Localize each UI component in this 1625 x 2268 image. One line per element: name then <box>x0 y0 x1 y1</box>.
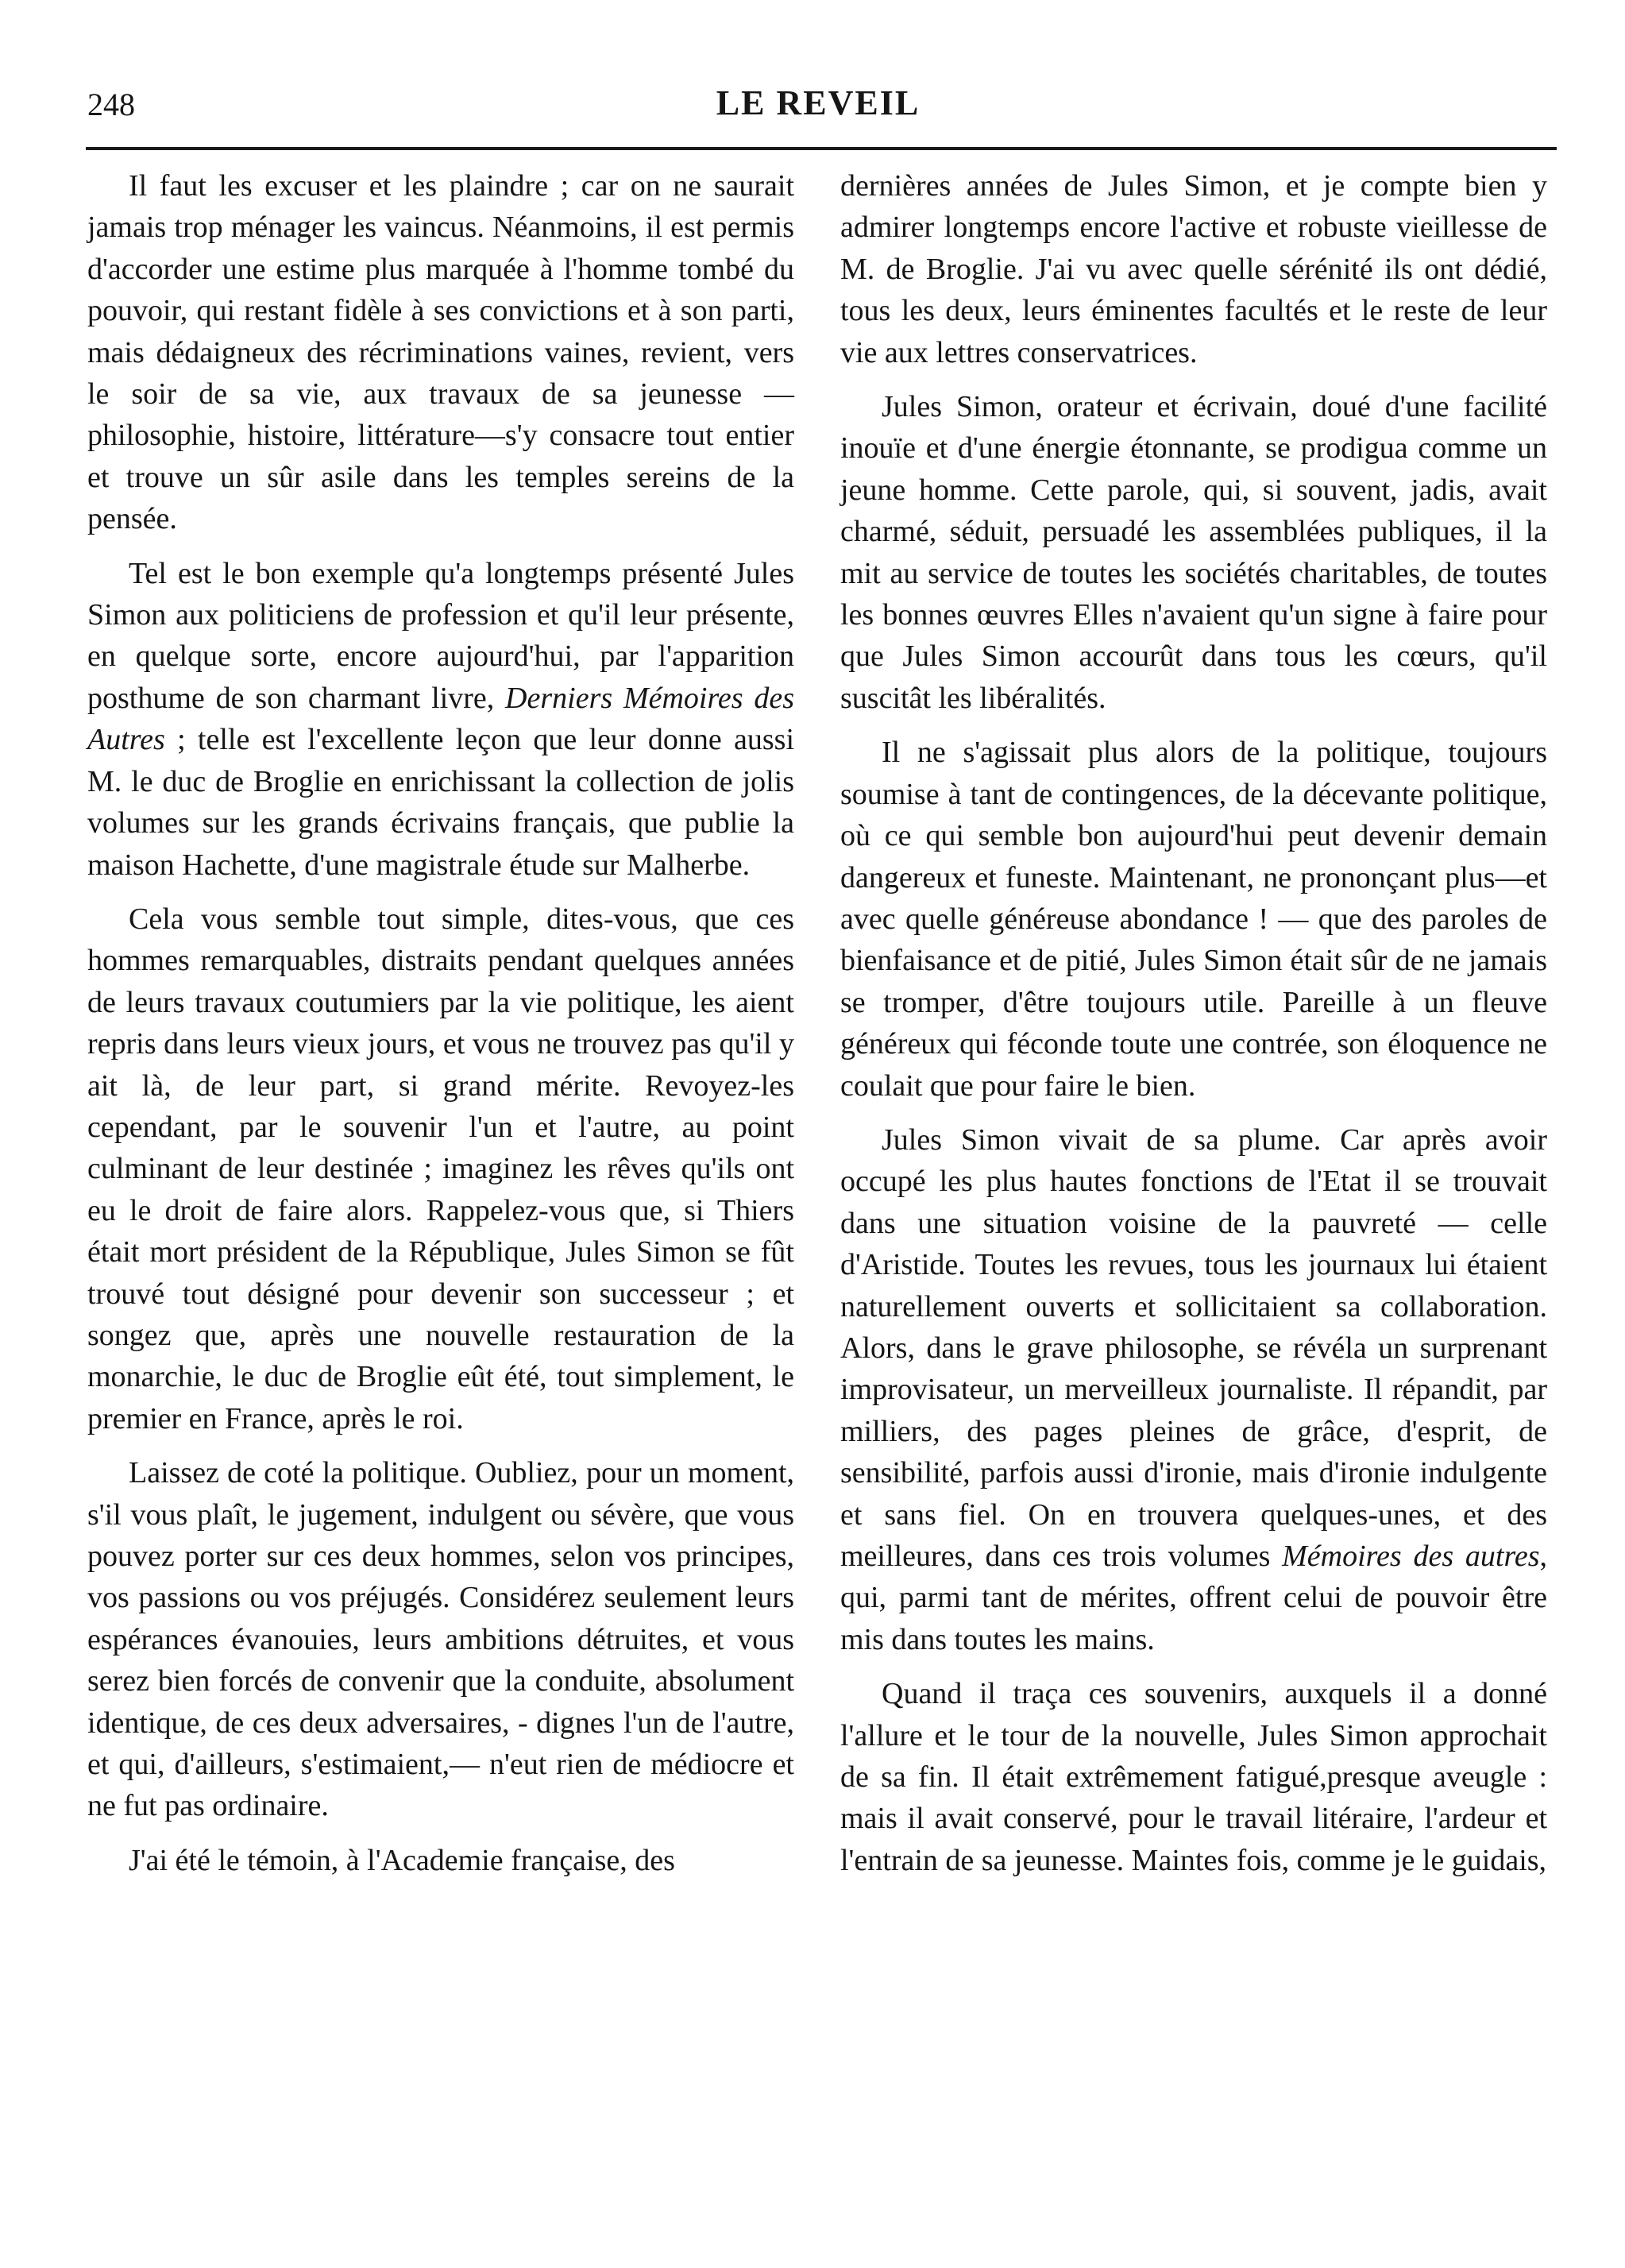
paragraph: Il ne s'agissait plus alors de la politique, toujours soumise à tant de contingences, de la décevante politique, où ce qui semble bon aujourd'hui peut devenir demain dangereux et funeste. Maintenant, ne prononçant plus—et avec quelle généreuse abondance ! — que des paroles de bienfaisance et de pitié, Jules Simon était sûr de ne jamais se tromper, d'être toujours utile. Pareille à un fleuve généreux qui féconde toute une contrée, son éloquence ne coulait que pour faire le bien. <box>840 736 1547 1103</box>
paragraph: Laissez de coté la politique. Oubliez, pour un moment, s'il vous plaît, le jugement, indulgent ou sévère, que vous pouvez porter sur ces deux hommes, selon vos principes, vos passions ou vos préjugés. Considérez seulement leurs espérances évanouies, leurs ambitions détruites, et vous serez bien forcés de convenir que la conduite, absolument identique, de ces deux adversaires, - dignes l'un de l'autre, et qui, d'ailleurs, s'estimaient,— n'eut rien de médiocre et ne fut pas ordinaire. <box>87 1456 794 1823</box>
paragraph: Jules Simon, orateur et écrivain, doué d'une facilité inouïe et d'une énergie étonnante, se prodigua comme un jeune homme. Cette parole, qui, si souvent, jadis, avait charmé, séduit, persuadé les assemblées publiques, il la mit au service de toutes les sociétés charitables, de toutes les bonnes œuvres Elles n'avaient qu'un signe à faire pour que Jules Simon accourût dans tous les cœurs, qu'il suscitât les libéralités. <box>840 390 1547 715</box>
header-rule <box>86 147 1557 150</box>
page-number: 248 <box>87 87 135 122</box>
paragraph-text: ; telle est l'excellente leçon que leur donne aussi M. le duc de Broglie en enrichissant la collection de jolis volumes sur les grands écrivains français, que publie la maison Hachette, d'une magistrale étude sur Malherbe. <box>87 723 794 882</box>
paragraph <box>87 553 794 886</box>
right-column <box>840 165 1547 1894</box>
paragraph <box>840 1119 1547 1660</box>
paragraph: Cela vous semble tout simple, dites-vous, que ces hommes remarquables, distraits pendant quelques années de leurs travaux coutumiers par la vie politique, les aient repris dans leurs vieux jours, et vous ne trouvez pas qu'il y ait là, de leur part, si grand mérite. Revoyez-les cependant, par le souvenir l'un et l'autre, au point culminant de leur destinée ; imaginez les rêves qu'ils ont eu le droit de faire alors. Rappelez-vous que, si Thiers était mort président de la République, Jules Simon se fût trouvé tout désigné pour devenir son successeur ; et songez que, après une nouvelle restauration de la monarchie, le duc de Broglie eût été, tout simplement, le premier en France, après le roi. <box>87 902 794 1435</box>
running-title: LE REVEIL <box>716 83 921 122</box>
page-header <box>87 79 1549 127</box>
book-title: Derniers Mémoires des Autres <box>87 681 794 757</box>
paragraph: J'ai été le témoin, à l'Academie française, des <box>129 1843 675 1877</box>
paragraph-continued: dernières années de Jules Simon, et je compte bien y admirer longtemps encore l'active et robuste vieillesse de M. de Broglie. J'ai vu avec quelle sérénité ils ont dédié, tous les deux, leurs éminentes facultés et le reste de leur vie aux lettres conservatrices. <box>840 169 1547 369</box>
paragraph: Il faut les excuser et les plaindre ; car on ne saurait jamais trop ménager les vaincus. Néanmoins, il est permis d'accorder une estime plus marquée à l'homme tombé du pouvoir, qui restant fidèle à ses convictions et à son parti, mais dédaigneux des récriminations vaines, revient, vers le soir de sa vie, aux travaux de sa jeunesse —philosophie, histoire, littérature—s'y consacre tout entier et trouve un sûr asile dans les temples sereins de la pensée. <box>87 169 794 536</box>
paragraph-text: , qui, parmi tant de mérites, offrent celui de pouvoir être mis dans toutes les mains. <box>840 1540 1548 1656</box>
paragraph: Quand il traça ces souvenirs, auxquels il a donné l'allure et le tour de la nouvelle, Jules Simon approchait de sa fin. Il était extrêmement fatigué,presque aveugle : mais il avait conservé, pour le travail litéraire, l'ardeur et l'entrain de sa jeunesse. Maintes fois, comme je le guidais, <box>840 1677 1547 1877</box>
paragraph-text: Tel est le bon exemple qu'a longtemps présenté Jules Simon aux politiciens de profession et qu'il leur présente, en quelque sorte, encore aujourd'hui, par l'apparition posthume de son charmant livre, <box>87 556 794 715</box>
left-column <box>87 165 794 1894</box>
book-title: Mémoires des autres <box>1282 1540 1540 1573</box>
paragraph-text: Jules Simon vivait de sa plume. Car après avoir occupé les plus hautes fonctions de l'Etat il se trouvait dans une situation voisine de la pauvreté — celle d'Aristide. Toutes les revues, tous les journaux lui étaient naturellement ouverts et sollicitaient sa collaboration. Alors, dans le grave philosophe, se révéla un surprenant improvisateur, un merveilleux journaliste. Il répandit, par milliers, des pages pleines de grâce, d'esprit, de sensibilité, parfois aussi d'ironie, mais d'ironie indulgente et sans fiel. On en trouvera quelques-unes, et des meilleures, dans ces trois volumes <box>840 1122 1547 1573</box>
